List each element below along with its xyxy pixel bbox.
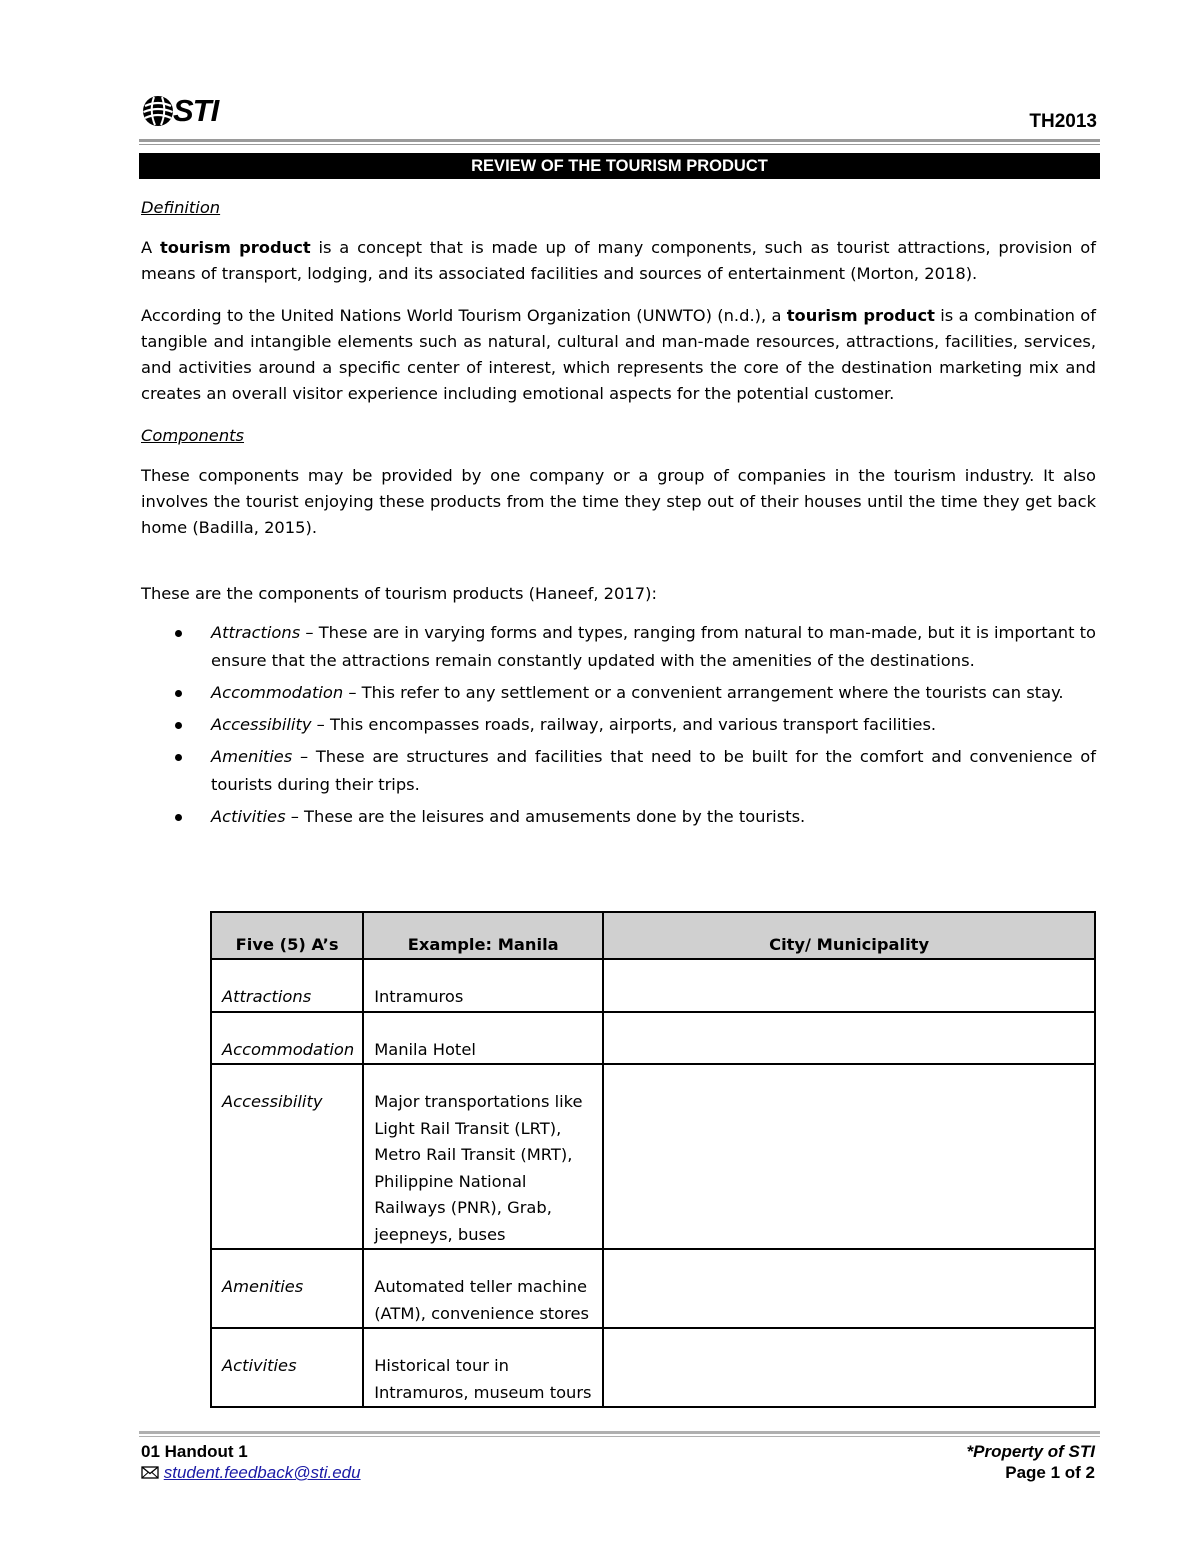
- header-example-manila: Example: Manila: [363, 912, 603, 959]
- footer-right: [967, 1441, 1095, 1483]
- definition-paragraph-2: According to the United Nations World Tourism Organization (UNWTO) (n.d.), a tourism product is a combination of tangible and intangible elements such as natural, cultural and man-made resources, attractions, facilities, services, and activities around a specific center of interest, which represents the core of the destination marketing mix and creates an overall visitor experience including emotional aspects for the potential customer.: [141, 306, 1096, 403]
- components-list: [141, 619, 1096, 831]
- bullet-icon: [175, 754, 182, 761]
- components-paragraph-2: These are the components of tourism products (Haneef, 2017):: [141, 584, 657, 603]
- page-title: REVIEW OF THE TOURISM PRODUCT: [139, 153, 1100, 179]
- cell-example: Intramuros: [363, 959, 603, 1012]
- cell-example: Manila Hotel: [363, 1012, 603, 1065]
- list-item: Accessibility – This encompasses roads, railway, airports, and various transport facilities.: [141, 711, 1096, 739]
- table-row: [211, 1012, 1095, 1065]
- page-number: Page 1 of 2: [1005, 1463, 1095, 1482]
- cell-a: Accessibility: [211, 1064, 363, 1249]
- header-five-as: Five (5) A’s: [211, 912, 363, 959]
- cell-example: Historical tour in Intramuros, museum tours: [363, 1328, 603, 1407]
- table-row: [211, 959, 1095, 1012]
- list-item: Attractions – These are in varying forms and types, ranging from natural to man-made, but it is important to ensure that the attractions remain constantly updated with the amenities of the destinations.: [141, 619, 1096, 675]
- table-header-row: [211, 912, 1095, 959]
- definition-paragraph-1: A tourism product is a concept that is made up of many components, such as tourist attractions, provision of means of transport, lodging, and its associated facilities and sources of entertainment (Morton, 2018).: [141, 238, 1096, 283]
- header-city-municipality: City/ Municipality: [603, 912, 1095, 959]
- cell-a: Accommodation: [211, 1012, 363, 1065]
- header-divider: [139, 139, 1100, 142]
- list-item: Amenities – These are structures and facilities that need to be built for the comfort and convenience of tourists during their trips.: [141, 743, 1096, 799]
- bullet-icon: [175, 722, 182, 729]
- cell-a: Activities: [211, 1328, 363, 1407]
- list-item: Accommodation – This refer to any settlement or a convenient arrangement where the tourists can stay.: [141, 679, 1096, 707]
- cell-city[interactable]: [603, 959, 1095, 1012]
- term-tourism-product-2: tourism product: [786, 306, 935, 325]
- cell-city[interactable]: [603, 1328, 1095, 1407]
- header-divider-thin: [139, 144, 1100, 145]
- property-label: *Property of STI: [966, 1442, 1095, 1461]
- definition-heading: Definition: [141, 198, 221, 217]
- cell-example: Major transportations like Light Rail Transit (LRT), Metro Rail Transit (MRT), Philippine National Railways (PNR), Grab, jeepneys, buses: [363, 1064, 603, 1249]
- sti-logo: [141, 94, 218, 128]
- footer-left: [141, 1441, 361, 1483]
- table-row: [211, 1328, 1095, 1407]
- components-heading: Components: [141, 426, 245, 445]
- five-as-table: [210, 911, 1096, 1408]
- handout-label: 01 Handout 1: [141, 1442, 248, 1461]
- main-content: [141, 195, 1096, 835]
- feedback-email-link[interactable]: student.feedback@sti.edu: [163, 1463, 361, 1482]
- cell-city[interactable]: [603, 1249, 1095, 1328]
- logo-text: STI: [173, 93, 219, 128]
- bullet-icon: [175, 690, 182, 697]
- envelope-icon: [141, 1466, 159, 1479]
- list-item: Activities – These are the leisures and amusements done by the tourists.: [141, 803, 1096, 831]
- cell-city[interactable]: [603, 1012, 1095, 1065]
- cell-example: Automated teller machine (ATM), convenience stores: [363, 1249, 603, 1328]
- cell-a: Amenities: [211, 1249, 363, 1328]
- cell-a: Attractions: [211, 959, 363, 1012]
- document-code: TH2013: [1029, 111, 1097, 132]
- footer-divider-thin: [139, 1436, 1100, 1437]
- footer-divider: [139, 1431, 1100, 1434]
- bullet-icon: [175, 630, 182, 637]
- term-tourism-product: tourism product: [159, 238, 311, 257]
- globe-icon: [141, 94, 175, 128]
- components-paragraph-1: These components may be provided by one company or a group of companies in the tourism industry. It also involves the tourist enjoying these products from the time they step out of their houses until the time they get back home (Badilla, 2015).: [141, 466, 1096, 537]
- table-row: [211, 1249, 1095, 1328]
- cell-city[interactable]: [603, 1064, 1095, 1249]
- table-row: [211, 1064, 1095, 1249]
- bullet-icon: [175, 814, 182, 821]
